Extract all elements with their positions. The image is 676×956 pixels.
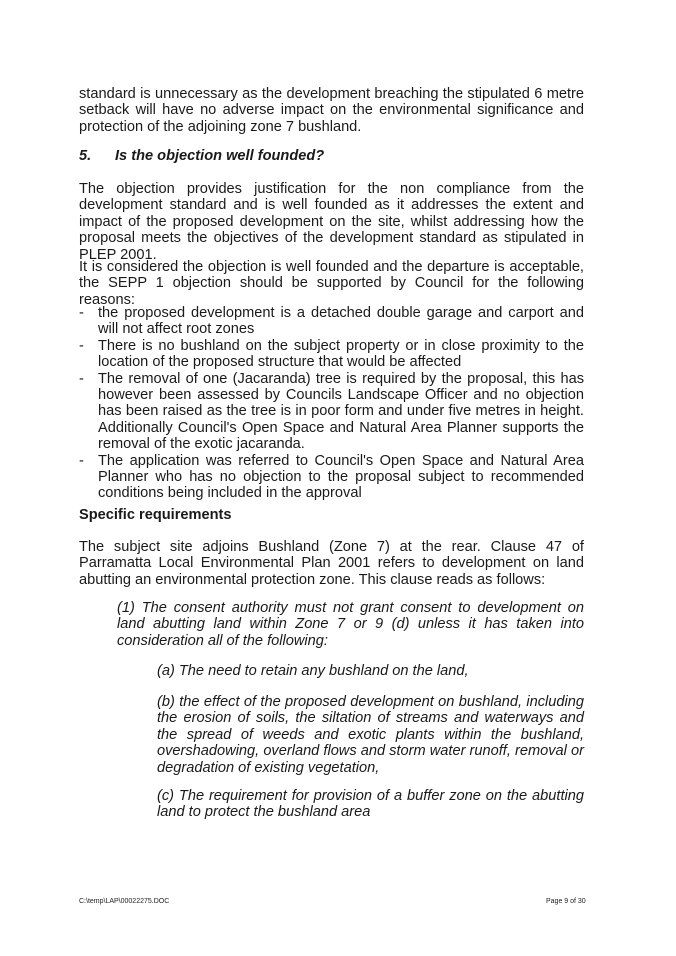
list-item-text: There is no bushland on the subject property or in close proximity to the location of the proposed structure that would be affected [98, 337, 584, 371]
bullet-dash: - [79, 370, 84, 387]
clause-quote-a: (a) The need to retain any bushland on the land, [157, 663, 469, 679]
bullet-dash: - [79, 337, 84, 354]
clause-quote-c: (c) The requirement for provision of a buffer zone on the abutting land to protect the bushland area [157, 788, 584, 821]
list-item [79, 371, 584, 453]
bullet-dash: - [79, 452, 84, 469]
section-title: Is the objection well founded? [115, 148, 325, 164]
specific-requirements-heading: Specific requirements [79, 507, 232, 523]
subject-site-paragraph: The subject site adjoins Bushland (Zone 7) at the rear. Clause 47 of Parramatta Local Environmental Plan 2001 refers to development on land abutting an environmental protection zone. This clause reads as follows: [79, 539, 584, 588]
list-item-text: The removal of one (Jacaranda) tree is required by the proposal, this has however been assessed by Councils Landscape Officer and no objection has been raised as the tree is in poor form and under five metres in height. Additionally Council's Open Space and Natural Area Planner supports the removal of the exotic jacaranda. [98, 370, 584, 453]
clause-quote-1: (1) The consent authority must not grant consent to development on land abutting land within Zone 7 or 9 (d) unless it has taken into consideration all of the following: [117, 600, 584, 649]
section-5-heading [79, 148, 324, 164]
list-item [79, 305, 584, 338]
list-item [79, 453, 584, 502]
considered-paragraph: It is considered the objection is well founded and the departure is acceptable, the SEPP 1 objection should be supported by Council for the following reasons: [79, 259, 584, 308]
clause-quote-b: (b) the effect of the proposed development on bushland, including the erosion of soils, the siltation of streams and waterways and the spread of weeds and exotic plants within the bushland, overshadowing, overland flows and storm water runoff, removal or degradation of existing vegetation, [157, 694, 584, 776]
section-number: 5. [79, 148, 92, 164]
reasons-list [79, 305, 584, 502]
footer-page-number: Page 9 of 30 [546, 898, 586, 905]
bullet-dash: - [79, 305, 84, 321]
list-item-text: The application was referred to Council's Open Space and Natural Area Planner who has no objection to the proposal subject to recommended conditions being included in the approval [98, 452, 584, 502]
list-item [79, 338, 584, 371]
intro-paragraph: standard is unnecessary as the development breaching the stipulated 6 metre setback will have no adverse impact on the environmental significance and protection of the adjoining zone 7 bushland. [79, 86, 584, 135]
objection-paragraph: The objection provides justification for the non compliance from the development standard and is well founded as it addresses the extent and impact of the proposed development on the site, whilst addressing how the proposal meets the objectives of the development standard as stipulated in PLEP 2001. [79, 181, 584, 263]
list-item-text: the proposed development is a detached double garage and carport and will not affect root zones [98, 305, 584, 338]
footer-file-path: C:\temp\LAP\00022275.DOC [79, 898, 170, 905]
